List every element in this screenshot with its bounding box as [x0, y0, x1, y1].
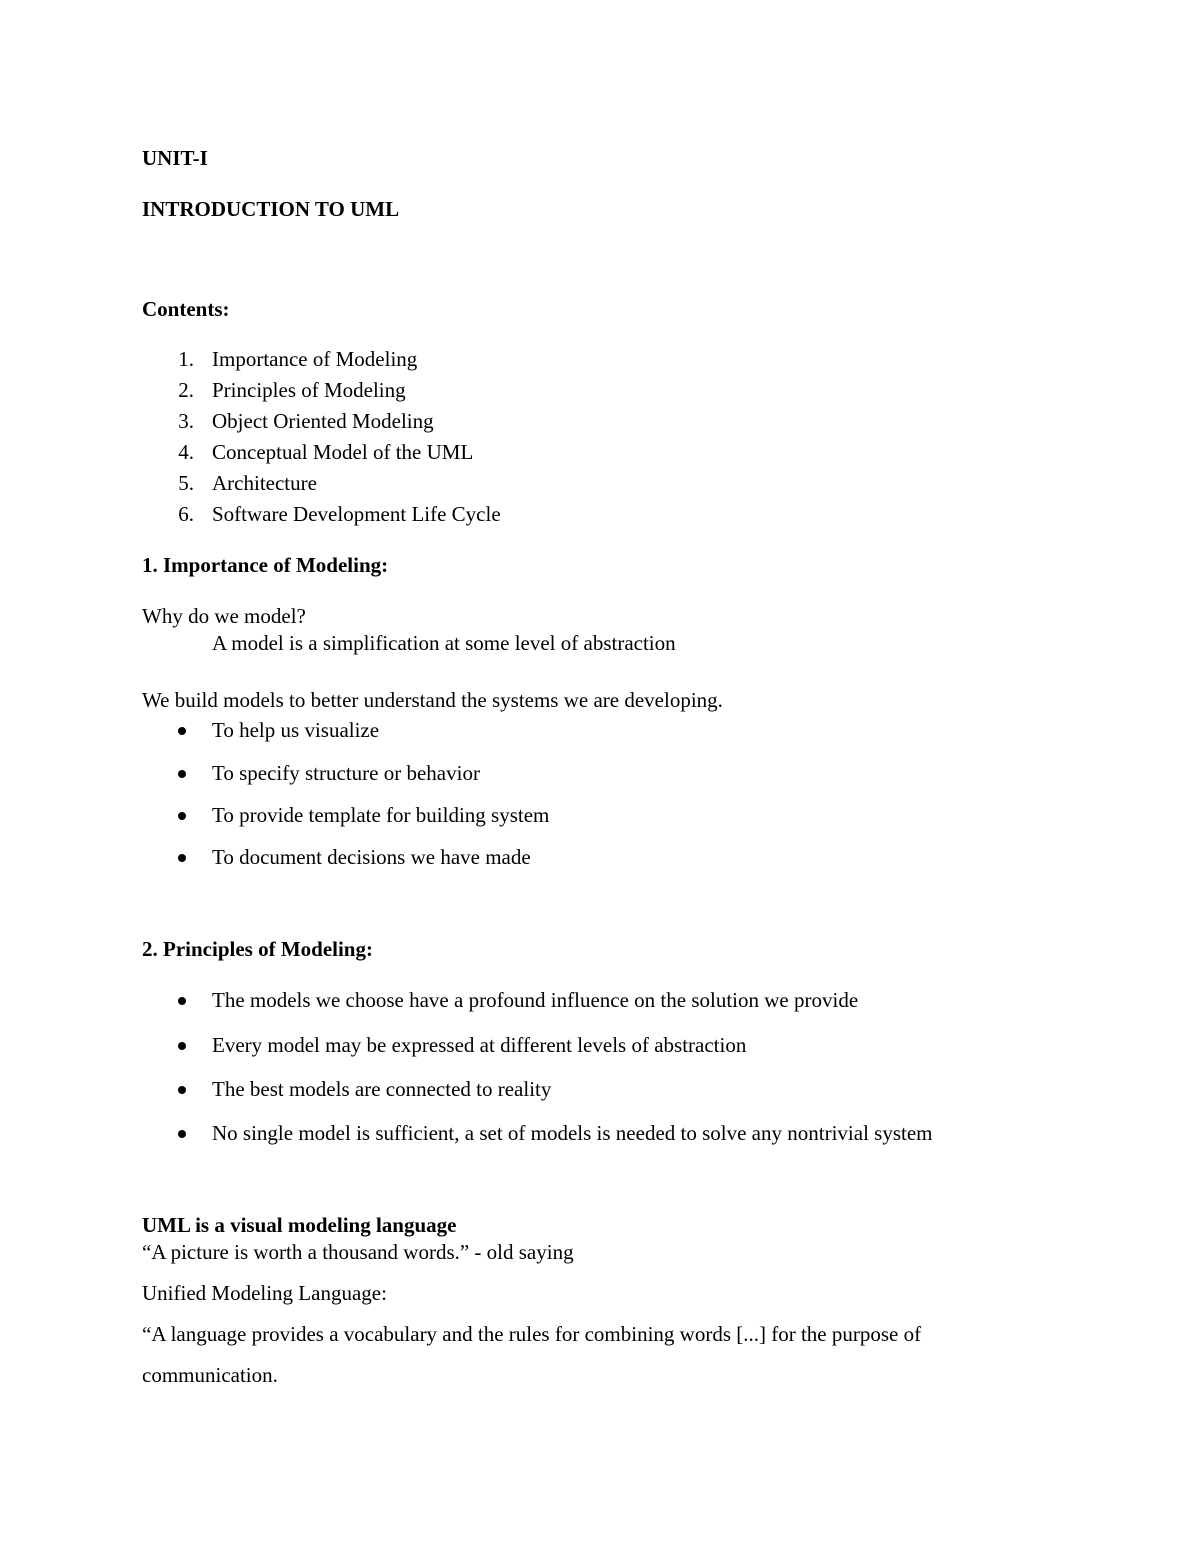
list-item-text: No single model is sufficient, a set of models is needed to solve any nontrivial system [212, 1121, 933, 1145]
contents-heading: Contents: [142, 297, 230, 321]
section1-heading: 1. Importance of Modeling: [142, 553, 389, 577]
bullet-icon [178, 1042, 186, 1050]
contents-item-number: 4. [178, 440, 194, 464]
section2-heading: 2. Principles of Modeling: [142, 937, 373, 961]
bullet-icon [178, 770, 186, 778]
contents-item-label: Object Oriented Modeling [212, 409, 434, 433]
list-item-text: The best models are connected to reality [212, 1077, 552, 1101]
uml-heading: UML is a visual modeling language [142, 1213, 457, 1237]
document-title: INTRODUCTION TO UML [142, 197, 400, 221]
section1-answer: A model is a simplification at some level of abstraction [212, 631, 676, 655]
contents-item-number: 2. [178, 378, 194, 402]
contents-item-label: Software Development Life Cycle [212, 502, 501, 526]
bullet-icon [178, 997, 186, 1005]
unit-label: UNIT-I [142, 146, 208, 170]
contents-item-label: Principles of Modeling [212, 378, 406, 402]
contents-item-number: 5. [178, 471, 194, 495]
list-item-text: Every model may be expressed at different levels of abstraction [212, 1033, 747, 1057]
bullet-icon [178, 812, 186, 820]
section1-question: Why do we model? [142, 604, 306, 628]
list-item-text: To provide template for building system [212, 803, 550, 827]
uml-quote: “A picture is worth a thousand words.” - old saying [142, 1240, 574, 1264]
bullet-icon [178, 1086, 186, 1094]
uml-definition-line1: “A language provides a vocabulary and the rules for combining words [...] for the purpose of [142, 1322, 922, 1346]
contents-item-number: 6. [178, 502, 194, 526]
contents-item-label: Architecture [212, 471, 317, 495]
contents-item-number: 3. [178, 409, 194, 433]
section1-intro: We build models to better understand the systems we are developing. [142, 688, 723, 712]
contents-item-number: 1. [178, 347, 194, 371]
bullet-icon [178, 727, 186, 735]
uml-definition-line2: communication. [142, 1363, 278, 1387]
list-item-text: To document decisions we have made [212, 845, 531, 869]
bullet-icon [178, 1130, 186, 1138]
list-item-text: To specify structure or behavior [212, 761, 480, 785]
contents-item-label: Importance of Modeling [212, 347, 418, 371]
list-item-text: To help us visualize [212, 718, 380, 742]
document-page [142, 0, 1102, 1553]
bullet-icon [178, 854, 186, 862]
list-item-text: The models we choose have a profound influence on the solution we provide [212, 988, 859, 1012]
contents-item-label: Conceptual Model of the UML [212, 440, 474, 464]
uml-label: Unified Modeling Language: [142, 1281, 387, 1305]
